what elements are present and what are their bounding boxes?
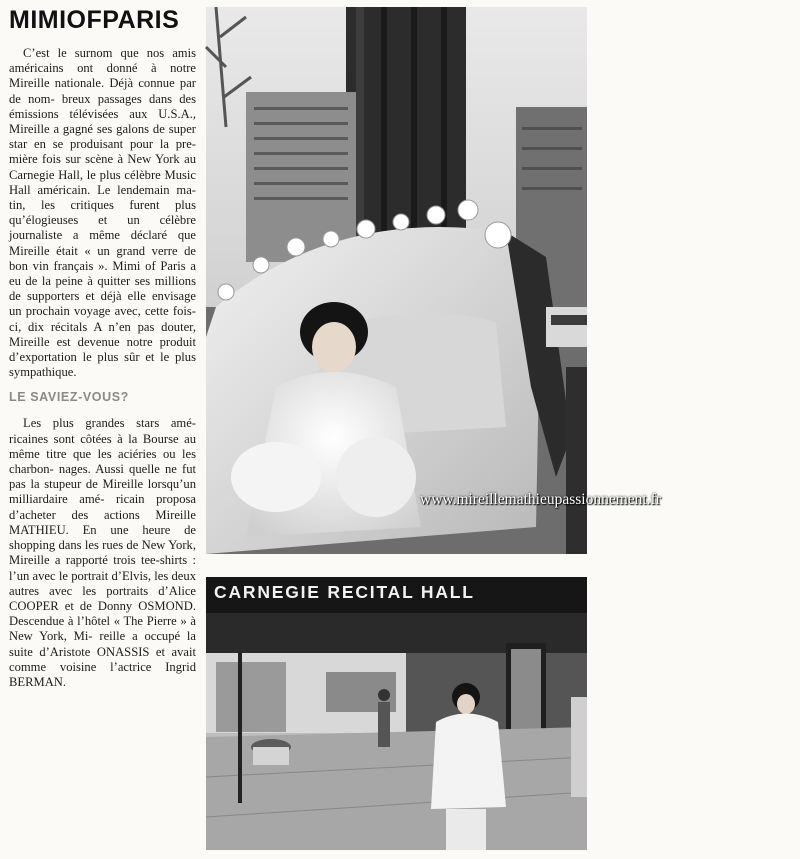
text-line: Descendue à l’hôtel « The — [9, 614, 147, 629]
text-line: Déjà connue par de nom- — [9, 76, 196, 106]
second-paragraph — [9, 416, 196, 690]
text-line: Les plus grandes stars amé- — [23, 416, 196, 431]
text-line: ses galons de super star en — [9, 122, 196, 152]
text-line: U.S.A., Mireille a gagné — [9, 106, 196, 137]
site-watermark: www.mireillemathieupassionnement.fr — [420, 491, 661, 508]
intro-paragraph — [9, 46, 196, 380]
text-line: breux passages dans des — [61, 91, 196, 106]
text-line: de supporters et déjà elle — [9, 289, 152, 304]
article-column — [9, 6, 196, 690]
text-line: lorsqu’un milliardaire amé- — [9, 477, 196, 507]
carriage-photo-illustration — [206, 7, 587, 554]
text-line: que Mireille était « un grand — [9, 228, 196, 258]
carnegie-photo-illustration — [206, 577, 587, 850]
text-line: Ingrid BERMAN. — [9, 659, 196, 689]
carnegie-photo — [206, 577, 587, 850]
text-line: reille a occupé la suite — [9, 629, 197, 659]
text-line: A n’en pas douter, Mireille — [9, 319, 196, 349]
text-line: est devenue notre produit — [56, 334, 196, 349]
carnegie-sign: CARNEGIE RECITAL HALL — [206, 577, 587, 613]
text-line: C’est le surnom que nos — [23, 46, 173, 60]
text-line: ricaines sont côtées à la — [9, 431, 143, 446]
text-line: les aciéries ou les charbon- — [9, 446, 196, 477]
text-line: émissions télévisées aux — [9, 106, 159, 121]
paragraph-text — [9, 46, 196, 380]
text-line: mière fois sur scène à New — [9, 152, 156, 167]
text-line: à notre Mireille nationale. — [9, 61, 196, 91]
text-line: tee-shirts : l’un avec le — [9, 553, 196, 583]
section-subheading: LE SAVIEZ-VOUS? — [9, 390, 129, 405]
text-line: journaliste a même déclaré — [9, 228, 178, 243]
text-line: qu’élogieuses et un célèbre — [9, 213, 196, 228]
text-line: se produisant pour la pre- — [52, 137, 197, 152]
text-line: d’Alice COOPER et de — [9, 583, 196, 613]
text-line: Mireille a rapporté trois — [9, 553, 141, 568]
text-line: le plus sympathique. — [9, 350, 197, 380]
text-line: Pierre » à New York, Mi- — [9, 614, 196, 644]
text-line: d’Aristote ONASSIS et avait — [39, 644, 196, 659]
text-line: amis américains ont donné — [9, 46, 196, 76]
text-line: d’exportation le plus sûr et — [9, 350, 161, 365]
text-line: Mimi of Paris a eu de la — [9, 258, 196, 289]
text-line: plus célèbre Music Hall — [9, 167, 196, 197]
text-line: verre de bon vin français ». — [9, 243, 196, 273]
text-line: américain. Le lendemain ma- — [37, 182, 196, 197]
text-line: comme voisine l’actrice — [9, 659, 166, 674]
paragraph-text — [9, 416, 196, 690]
text-line: actions Mireille MATHIEU. — [9, 507, 196, 537]
text-line: nages. Aussi quelle ne fut — [58, 462, 197, 477]
text-line: portrait d’Elvis, les deux — [71, 568, 196, 583]
carriage-photo — [206, 7, 661, 554]
text-line: dans les rues de New York, — [58, 538, 196, 553]
text-line: tin, les critiques furent plus — [9, 198, 196, 213]
text-line: ricain proposa d’acheter des — [9, 492, 196, 522]
text-line: peine à quitter ses millions — [55, 274, 196, 289]
text-line: Donny OSMOND. — [97, 598, 196, 613]
text-line: autres avec les portraits — [9, 583, 159, 598]
text-line: avec, cette fois-ci, dix récitals — [9, 304, 196, 334]
text-line: envisage un prochain voyage — [9, 289, 196, 319]
text-line: pas la stupeur de Mireille — [9, 477, 148, 492]
text-line: Bourse au même titre que — [9, 431, 196, 461]
text-line: En une heure de shopping — [9, 522, 196, 553]
text-line: York au Carnegie Hall, le — [9, 152, 196, 182]
article-headline: MIMIOFPARIS — [9, 6, 180, 34]
